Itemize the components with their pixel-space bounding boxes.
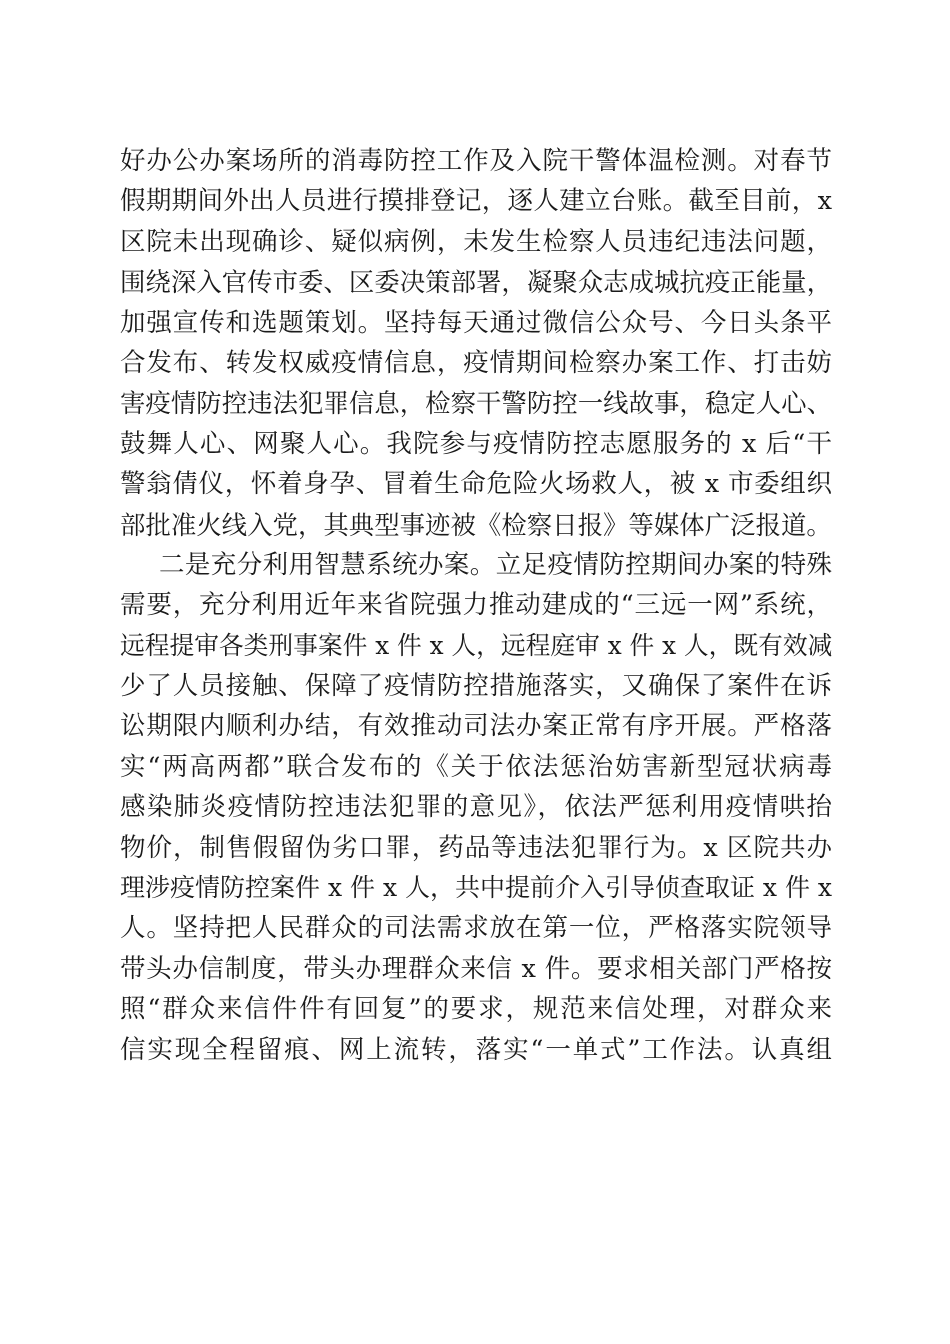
text-line: 围绕深入官传市委、区委决策部署，凝聚众志成城抗疫正能量， bbox=[120, 267, 832, 298]
text-line: 远程提审各类刑事案件 x 件 x 人，远程庭审 x 件 x 人，既有效减 bbox=[120, 630, 833, 660]
text-line: 理涉疫情防控案件 x 件 x 人，共中提前介入引导侦查取证 x 件 x bbox=[120, 873, 833, 903]
text-line: 警翁倩仪，怀着身孕、冒着生命危险火场救人，被 x 市委组织 bbox=[120, 469, 832, 500]
text-line: 感染肺炎疫情防控违法犯罪的意见》，依法严惩利用疫情哄抬 bbox=[120, 792, 832, 823]
text-line: 合发布、转发权威疫情信息，疫情期间检察办案工作、打击妨 bbox=[120, 347, 832, 378]
document-body bbox=[120, 141, 832, 1070]
text-line: 假期期间外出人员进行摸排登记，逐人建立台账。截至目前，x bbox=[120, 186, 832, 217]
text-line: 加强宣传和选题策划。坚持每天通过微信公众号、今日头条平 bbox=[120, 307, 832, 338]
text-line: 信实现全程留痕、网上流转，落实“一单式”工作法。认真组 bbox=[120, 1034, 832, 1065]
text-line: 鼓舞人心、网聚人心。我院参与疫情防控志愿服务的 x 后“干 bbox=[120, 428, 832, 459]
text-line: 实“两高两都”联合发布的《关于依法惩治妨害新型冠状病毒 bbox=[120, 751, 832, 782]
text-line: 物价，制售假留伪劣口罪，药品等违法犯罪行为。x 区院共办 bbox=[120, 832, 832, 863]
text-line: 需要，充分利用近年来省院强力推动建成的“三远一网”系统， bbox=[120, 590, 832, 621]
text-line: 害疫情防控违法犯罪信息，检察干警防控一线故事，稳定人心、 bbox=[120, 388, 832, 419]
text-line: 部批准火线入党，其典型事迹被《检察日报》等媒体广泛报道。 bbox=[120, 509, 832, 540]
paragraph-heading-line: 二是充分利用智慧系统办案。立足疫情防控期间办案的特殊 bbox=[159, 549, 832, 580]
text-line: 照“群众来信件件有回复”的要求，规范来信处理，对群众来 bbox=[120, 994, 832, 1025]
text-line: 少了人员接触、保障了疫情防控措施落实，又确保了案件在诉 bbox=[120, 671, 832, 702]
text-line: 带头办信制度，带头办理群众来信 x 件。要求相关部门严格按 bbox=[120, 953, 832, 984]
text-line: 讼期限内顺利办结，有效推动司法办案正常有序开展。严格落 bbox=[120, 711, 832, 742]
text-line: 人。坚持把人民群众的司法需求放在第一位，严格落实院领导 bbox=[120, 913, 832, 944]
text-line: 好办公办案场所的消毒防控工作及入院干警体温检测。对春节 bbox=[120, 146, 832, 176]
text-line: 区院未出现确诊、疑似病例，未发生检察人员违纪违法问题， bbox=[120, 226, 832, 257]
